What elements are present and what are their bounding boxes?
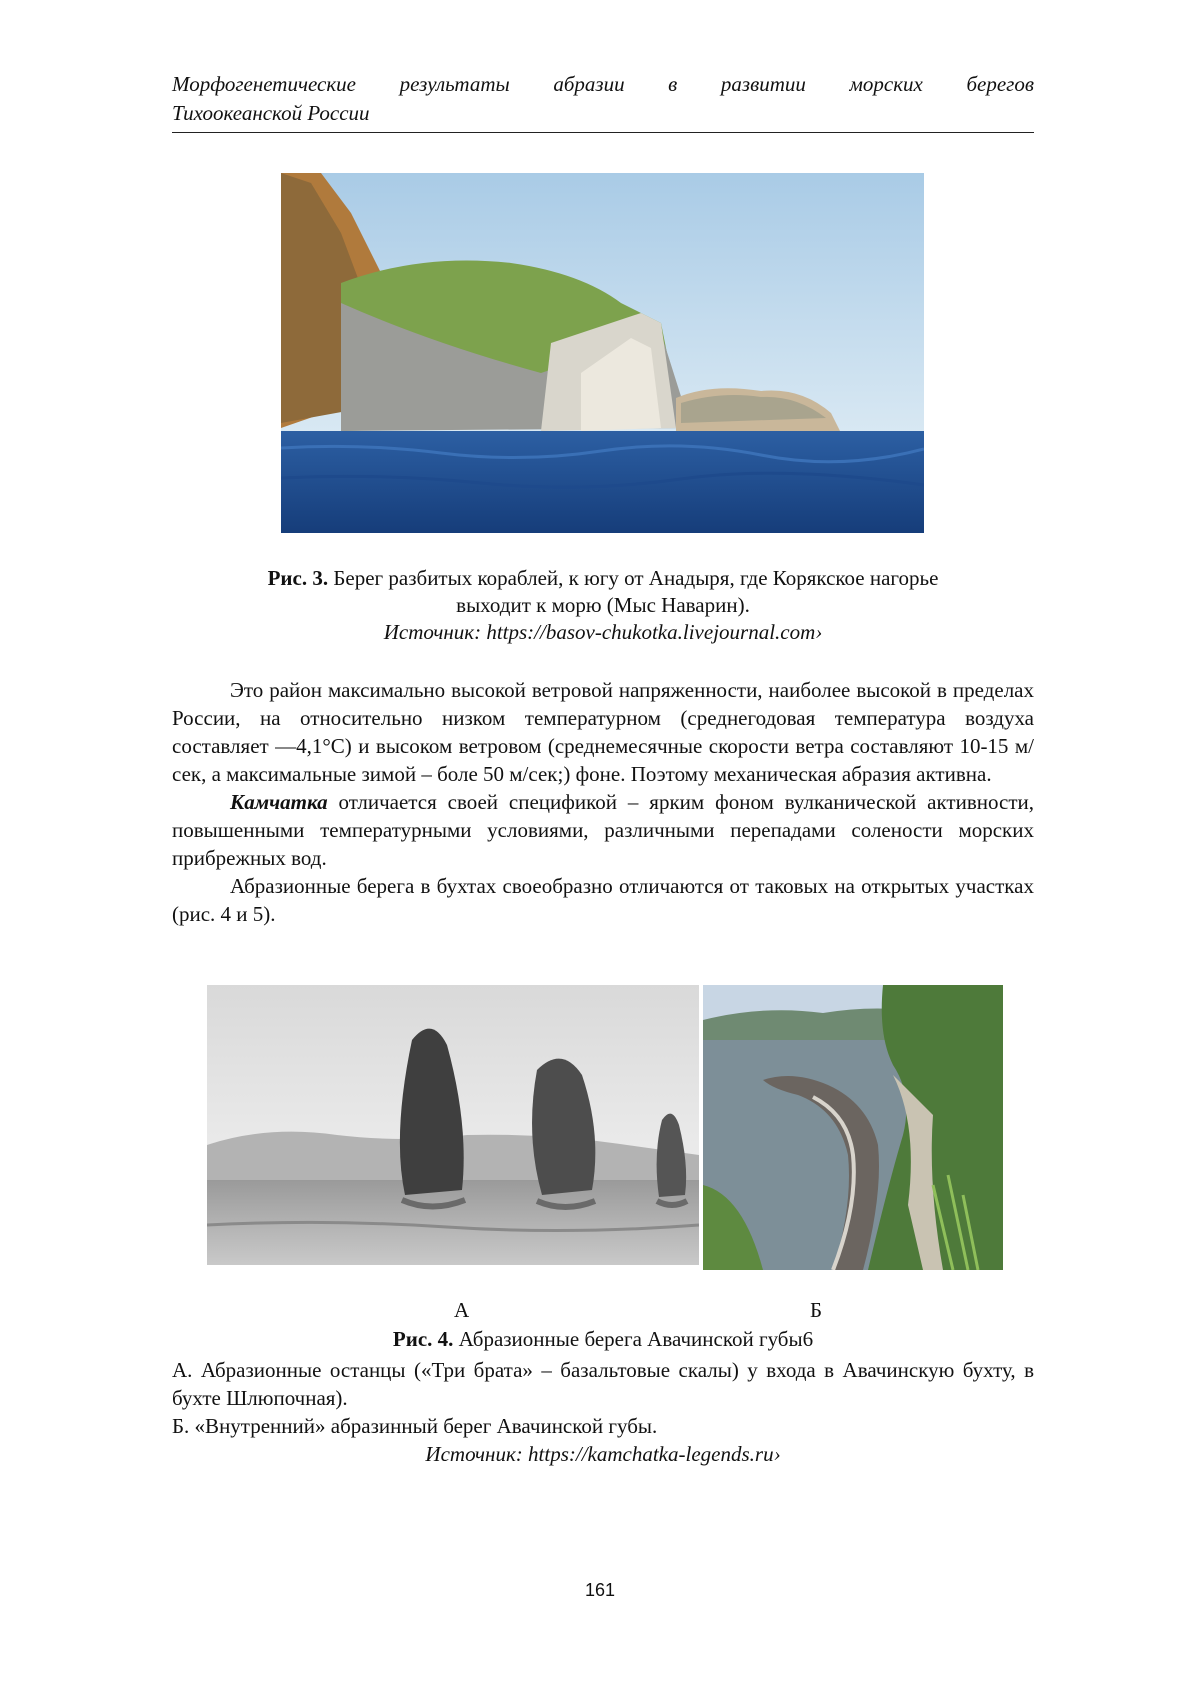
figure-4a-photo bbox=[207, 985, 699, 1265]
figure-4-label-a: А bbox=[454, 1298, 470, 1322]
figure-4-caption-text: Абразионные берега Авачинской губы6 bbox=[453, 1327, 814, 1351]
figure-3-caption-line2: выходит к морю (Мыс Наварин). bbox=[456, 593, 750, 617]
paragraph-1: Это район максимально высокой ветровой напряженности, наиболее высокой в пределах России, на относительно низком температурном (среднегодовая температура воздуха составляет —4,1°С) и высоком ветровом (среднемесячные скорости ветра составляют 10-15 м/сек, а максимальные зимой – боле 50 м/сек;) фоне. Поэтому механическая абразия активна. bbox=[172, 678, 1034, 786]
figure-4-notes bbox=[172, 1356, 1034, 1468]
header-rule bbox=[172, 132, 1034, 133]
paragraph-2 bbox=[172, 788, 1034, 872]
running-header-line2: Тихоокеанской России bbox=[172, 101, 370, 125]
figure-4-note-b: Б. «Внутренний» абразинный берег Авачинской губы. bbox=[172, 1414, 658, 1438]
figure-3-photo bbox=[281, 173, 924, 533]
figure-4b-photo bbox=[703, 985, 1003, 1270]
figure-3-label: Рис. 3. bbox=[267, 566, 329, 590]
figure-4-label: Рис. 4. bbox=[392, 1327, 454, 1351]
paragraph-2-bold: Камчатка bbox=[230, 790, 328, 814]
paragraph-2-text: отличается своей спецификой – ярким фоном вулканической активности, повышенными температурными условиями, различными перепадами солености морских прибрежных вод. bbox=[172, 790, 1034, 870]
figure-4-source: Источник: https://kamchatka-legends.ru› bbox=[425, 1442, 781, 1466]
figure-4-note-a: А. Абразионные останцы («Три брата» – базальтовые скалы) у входа в Авачинскую бухту, в бухте Шлюпочная). bbox=[172, 1358, 1034, 1410]
figure-3-caption-line1: Берег разбитых кораблей, к югу от Анадыря, где Корякское нагорье bbox=[328, 566, 939, 590]
running-header-line1: Морфогенетические результаты абразии в развитии морских берегов bbox=[172, 72, 1034, 96]
page-number: 161 bbox=[584, 1580, 616, 1600]
figure-3-source: Источник: https://basov-chukotka.livejournal.com› bbox=[383, 620, 823, 644]
figure-3-caption bbox=[172, 565, 1034, 646]
figure-4-caption bbox=[172, 1326, 1034, 1353]
paragraph-3: Абразионные берега в бухтах своеобразно отличаются от таковых на открытых участках (рис. 4 и 5). bbox=[172, 874, 1034, 926]
figure-4-label-b: Б bbox=[810, 1298, 823, 1322]
running-header bbox=[172, 70, 1034, 128]
body-text bbox=[172, 676, 1034, 928]
